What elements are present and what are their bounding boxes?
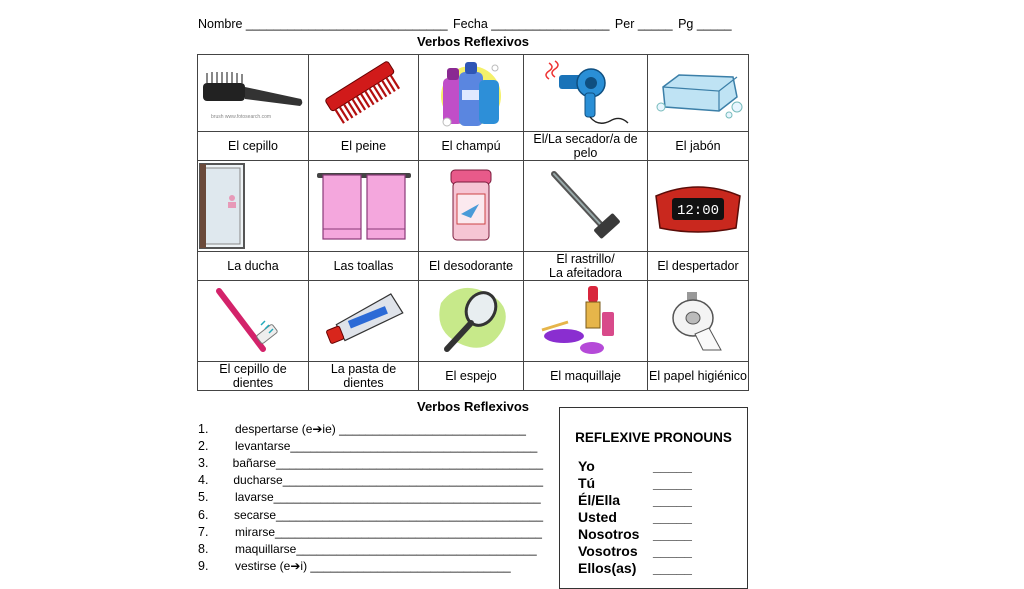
verb-item[interactable]: [198, 454, 543, 471]
fecha-field[interactable]: Fecha _________________: [453, 17, 610, 31]
pronoun-row[interactable]: [578, 559, 692, 576]
vocab-cell-image: [419, 161, 524, 252]
pronoun: Vosotros: [578, 542, 638, 559]
pronoun-row[interactable]: [578, 474, 692, 491]
verb-number: 8.: [198, 541, 209, 556]
verb-text: levantarse_____________________________________: [235, 438, 538, 453]
verb-text: maquillarse____________________________________: [235, 541, 537, 556]
verb-text: mirarse________________________________________: [235, 524, 542, 539]
verb-item[interactable]: [198, 472, 543, 489]
vocab-cell-image: [648, 161, 749, 252]
pronoun-row[interactable]: [578, 491, 692, 508]
verb-list: [198, 420, 543, 575]
vocab-label: El cepillo de dientes: [198, 362, 309, 391]
razor-icon: [546, 168, 626, 244]
comb-icon: [319, 60, 409, 126]
verb-text: ducharse_______________________________________: [233, 473, 543, 488]
pronoun-row[interactable]: [578, 508, 692, 525]
pronoun: Nosotros: [578, 525, 640, 542]
pronoun: Tú: [578, 474, 596, 491]
verb-number: 4.: [198, 473, 209, 488]
pronouns-title: REFLEXIVE PRONOUNS: [575, 430, 732, 445]
worksheet-header: [198, 17, 758, 31]
vocab-cell-image: [524, 161, 648, 252]
toothpaste-icon: [315, 288, 413, 354]
vocab-cell-image: [198, 55, 309, 132]
pronoun: Yo: [578, 457, 595, 474]
vocab-label: El papel higiénico: [648, 362, 749, 391]
pronoun-blank[interactable]: _____: [653, 491, 692, 508]
pg-field[interactable]: Pg _____: [678, 17, 732, 31]
deodorant-icon: [441, 168, 501, 244]
makeup-icon: [538, 282, 634, 360]
verb-number: 9.: [198, 559, 209, 574]
clock-display: 12:00: [676, 203, 720, 219]
pronoun-blank[interactable]: _____: [653, 559, 692, 576]
verb-text: vestirse (e➔i) ______________________________: [235, 559, 511, 574]
vocab-label-line: La afeitadora: [549, 266, 622, 280]
verb-text: despertarse (e➔ie) ____________________________: [235, 421, 526, 436]
vocab-label: [524, 252, 648, 281]
pronoun-row[interactable]: [578, 542, 692, 559]
vocab-cell-image: [309, 55, 419, 132]
verb-number: 5.: [198, 490, 209, 505]
vocab-cell-image: [648, 281, 749, 362]
shower-icon: [198, 162, 302, 250]
reflexive-pronouns-box: [559, 407, 748, 589]
verb-text: bañarse________________________________________: [232, 455, 543, 470]
hairbrush-icon: [201, 63, 305, 123]
verbs-title: Verbos Reflexivos: [417, 399, 529, 414]
vocab-cell-image: [309, 161, 419, 252]
vocab-label: El espejo: [419, 362, 524, 391]
verb-item[interactable]: [198, 489, 543, 506]
vocab-label: El despertador: [648, 252, 749, 281]
vocab-label: El maquillaje: [524, 362, 648, 391]
vocab-label: El desodorante: [419, 252, 524, 281]
vocab-cell-image: [524, 55, 648, 132]
vocab-label: El champú: [419, 132, 524, 161]
nombre-field[interactable]: Nombre _____________________________: [198, 17, 448, 31]
pronoun-blank[interactable]: _____: [653, 542, 692, 559]
verb-item[interactable]: [198, 420, 543, 437]
vocab-label: Las toallas: [309, 252, 419, 281]
verb-item[interactable]: [198, 437, 543, 454]
vocab-cell-image: [198, 161, 309, 252]
vocab-label: El/La secador/a de pelo: [524, 132, 648, 161]
verb-number: 3.: [198, 455, 209, 470]
pronoun-row[interactable]: [578, 525, 692, 542]
verb-item[interactable]: [198, 540, 543, 557]
verb-text: lavarse________________________________________: [235, 490, 541, 505]
alarm-clock-icon: [652, 174, 744, 238]
shampoo-icon: [429, 56, 513, 130]
pronoun-row[interactable]: [578, 457, 692, 474]
toilet-paper-icon: [663, 288, 733, 354]
vocab-table: [197, 54, 749, 391]
vocab-cell-image: [198, 281, 309, 362]
pronoun-blank[interactable]: _____: [653, 474, 692, 491]
pronoun-blank[interactable]: _____: [653, 525, 692, 542]
svg-text:brush www.fotosearch.com: brush www.fotosearch.com: [211, 114, 272, 120]
verb-number: 2.: [198, 438, 209, 453]
verb-number: 7.: [198, 524, 209, 539]
toothbrush-icon: [213, 283, 293, 359]
pronoun: Ellos(as): [578, 559, 637, 576]
vocab-label: La ducha: [198, 252, 309, 281]
vocab-label: El jabón: [648, 132, 749, 161]
pronoun-list: [578, 457, 692, 576]
verb-item[interactable]: [198, 523, 543, 540]
vocab-cell-image: [419, 55, 524, 132]
vocab-label: El cepillo: [198, 132, 309, 161]
vocab-cell-image: [419, 281, 524, 362]
verb-text: secarse________________________________________: [234, 507, 543, 522]
pronoun: Usted: [578, 508, 617, 525]
verb-number: 6.: [198, 507, 209, 522]
pronoun-blank[interactable]: _____: [653, 457, 692, 474]
pronoun-blank[interactable]: _____: [653, 508, 692, 525]
vocab-title: Verbos Reflexivos: [417, 34, 529, 49]
hair-dryer-icon: [541, 57, 631, 129]
verb-item[interactable]: [198, 506, 543, 523]
vocab-label: El peine: [309, 132, 419, 161]
towels-icon: [315, 169, 413, 243]
per-field[interactable]: Per _____: [614, 17, 673, 31]
mirror-icon: [429, 283, 513, 359]
vocab-label-line: El rastrillo/: [556, 252, 615, 266]
vocab-label: La pasta de dientes: [309, 362, 419, 391]
vocab-cell-image: [524, 281, 648, 362]
vocab-cell-image: [309, 281, 419, 362]
vocab-cell-image: [648, 55, 749, 132]
verb-item[interactable]: [198, 558, 543, 575]
verb-number: 1.: [198, 421, 209, 436]
soap-icon: [653, 63, 743, 123]
pronoun: Él/Ella: [578, 491, 621, 508]
